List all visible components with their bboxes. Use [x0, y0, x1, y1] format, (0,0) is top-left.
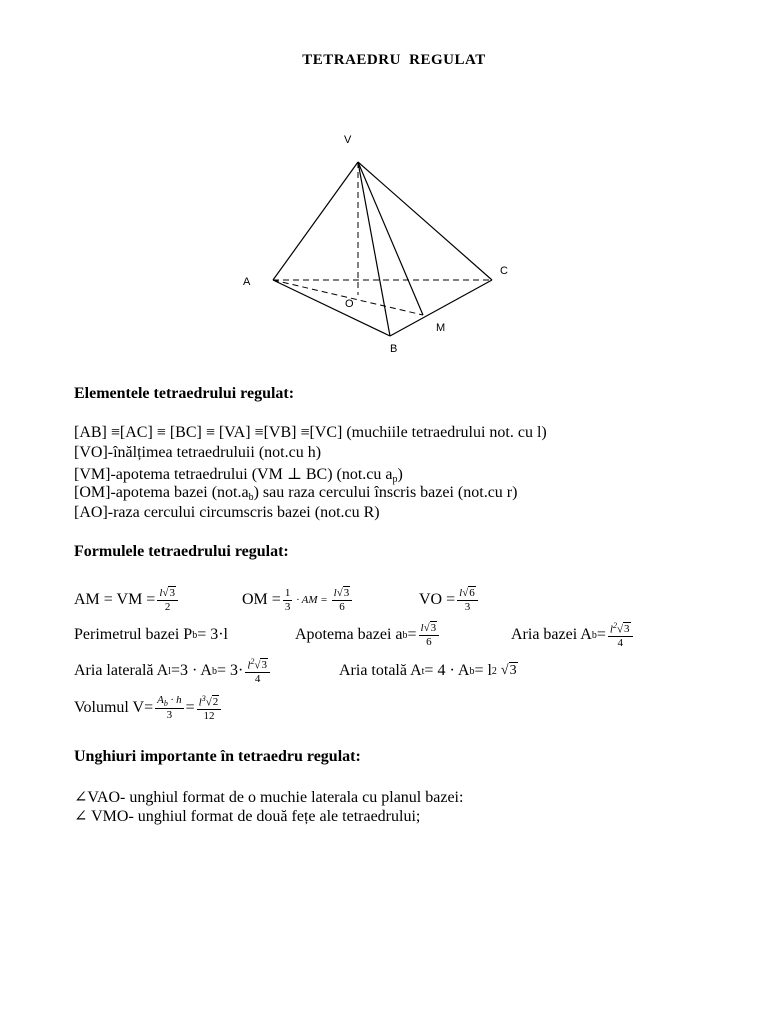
vol-fraction-2: $\frac{l^3√2}{12}$ — [197, 694, 222, 723]
om-f2-rad: 3 — [343, 586, 350, 599]
elements-line-5: [AO]-raza cercului circumscris bazei (not.cu R) — [74, 504, 380, 521]
line4-text-b: ) sau raza cercului înscris bazei (not.cu r) — [253, 484, 518, 501]
line3-end: ) — [397, 466, 403, 483]
edge-vb — [358, 162, 390, 336]
per-sub: b — [192, 629, 198, 641]
formula-vo — [419, 580, 480, 620]
line3-text: [VM]-apotema tetraedrului (VM ⊥ BC) (not.cu a — [74, 466, 393, 483]
label-o: O — [345, 298, 354, 310]
lat-sub2: b — [211, 665, 217, 677]
vol-f2-den: 12 — [203, 709, 215, 722]
per-label: Perimetrul bazei P — [74, 626, 193, 643]
om-f2-num: l — [333, 586, 337, 599]
am-den: 2 — [164, 600, 171, 613]
lat-eq: = 3· — [216, 662, 244, 679]
tot-exp: 2 — [491, 665, 497, 677]
edge-vc — [358, 162, 492, 280]
om-fraction-1 — [283, 587, 293, 613]
heading-angles: Unghiuri importante în tetraedru regulat: — [74, 748, 361, 765]
aria-num: l — [609, 623, 613, 636]
am-rad: 3 — [169, 586, 175, 599]
lat-fraction: $\frac{l^2√3}{4}$ — [245, 657, 270, 686]
vol-f2-exp: 3 — [201, 693, 206, 703]
vo-rad: 6 — [469, 586, 475, 599]
line3-sub: p — [392, 474, 398, 485]
lat-sub: l — [168, 665, 171, 677]
tot-sub2: b — [469, 665, 475, 677]
tot-sub: t — [421, 665, 425, 677]
aria-label: Aria bazei A — [511, 626, 592, 643]
vo-num: l — [459, 586, 463, 599]
vol-f2-num: l — [198, 696, 202, 709]
aria-den: 4 — [617, 636, 623, 649]
ap-eq: = — [407, 626, 417, 643]
label-m: M — [436, 322, 446, 334]
vo-label: VO = — [419, 591, 456, 608]
aria-eq: = — [596, 626, 606, 643]
om-label: OM = — [242, 591, 281, 608]
vol-fraction-1 — [155, 694, 183, 722]
ap-label: Apotema bazei a — [295, 626, 403, 643]
label-c: C — [500, 265, 508, 277]
label-a: A — [243, 276, 251, 288]
ap-fraction: $\frac{l√3}{6}$ — [419, 622, 440, 648]
lat-den: 4 — [254, 672, 261, 685]
vol-f1-num-sub: b — [163, 699, 168, 709]
vo-fraction: $\frac{l√6}{3}$ — [457, 587, 478, 613]
tot-eq: = l — [474, 662, 492, 679]
vol-label: Volumul V= — [74, 699, 154, 716]
lat-label: Aria laterală A — [74, 662, 169, 679]
line4-text-a: [OM]-apotema bazei (not.a — [74, 484, 249, 501]
om-f1-num: 1 — [284, 586, 291, 599]
aria-sub: b — [591, 629, 597, 641]
aria-fraction: $\frac{l^2√3}{4}$ — [608, 621, 633, 650]
ap-rad: 3 — [430, 621, 437, 634]
om-fraction-2: $\frac{l√3}{6}$ — [332, 587, 353, 613]
formula-lateral-area — [74, 651, 272, 691]
angles-line-2: ∠ VMO- unghiul format de două fețe ale tetraedrului; — [74, 808, 421, 825]
tot-rad: 3 — [509, 663, 517, 678]
elements-line-1: [AB] ≡[AC] ≡ [BC] ≡ [VA] ≡[VB] ≡[VC] (muchiile tetraedrului not. cu l) — [74, 424, 547, 441]
page-title: TETRAEDRU REGULAT — [302, 52, 486, 68]
am-num: l — [159, 586, 163, 599]
tot-mid: = 4 · A — [424, 662, 470, 679]
edge-ab — [273, 280, 390, 336]
elements-line-3 — [74, 464, 403, 485]
om-mid: · AM = — [296, 594, 328, 606]
aria-exp: 2 — [612, 620, 617, 630]
formula-total-area: Aria totală A t = 4 · A b = l 2 √3 — [339, 662, 517, 679]
vo-den: 3 — [464, 600, 471, 613]
lat-num: l — [247, 659, 251, 672]
ap-num: l — [420, 621, 424, 634]
per-value: = 3·l — [197, 626, 228, 643]
heading-elements: Elementele tetraedrului regulat: — [74, 385, 295, 402]
formula-am — [74, 580, 180, 620]
lat-exp: 2 — [250, 656, 255, 666]
line4-sub: b — [248, 492, 254, 503]
ap-sub: b — [402, 629, 408, 641]
edge-va — [273, 162, 358, 280]
elements-line-4 — [74, 484, 517, 503]
formula-om — [242, 580, 354, 620]
formula-volume — [74, 688, 223, 728]
tot-label: Aria totală A — [339, 662, 422, 679]
vol-f1-den: 3 — [166, 709, 173, 722]
vol-f2-rad: 2 — [212, 696, 219, 709]
formula-base-area — [511, 615, 635, 655]
am-label: AM = VM = — [74, 591, 156, 608]
formula-perimeter — [74, 615, 228, 655]
om-f2-den: 6 — [339, 600, 345, 613]
om-f1-den: 3 — [284, 600, 291, 613]
tetrahedron-figure — [230, 125, 530, 365]
elements-line-2: [VO]-înălțimea tetraedruluii (not.cu h) — [74, 444, 322, 461]
heading-formulas: Formulele tetraedrului regulat: — [74, 543, 289, 560]
am-fraction: $\frac{l√3}{2}$ — [157, 587, 178, 613]
edge-vm — [358, 162, 423, 315]
ap-den: 6 — [426, 635, 432, 648]
label-v: V — [344, 134, 352, 146]
lat-mid: =3 · A — [170, 662, 212, 679]
angles-line-1: ∠VAO- unghiul format de o muchie laterala cu planul bazei: — [74, 789, 464, 806]
vol-f1-num-rest: · h — [167, 694, 182, 707]
label-b: B — [390, 343, 398, 355]
vol-f1-num: A — [157, 694, 164, 707]
vol-eq: = — [185, 699, 195, 716]
lat-rad: 3 — [261, 659, 267, 672]
formula-apothem — [295, 615, 441, 655]
aria-rad: 3 — [624, 623, 630, 636]
